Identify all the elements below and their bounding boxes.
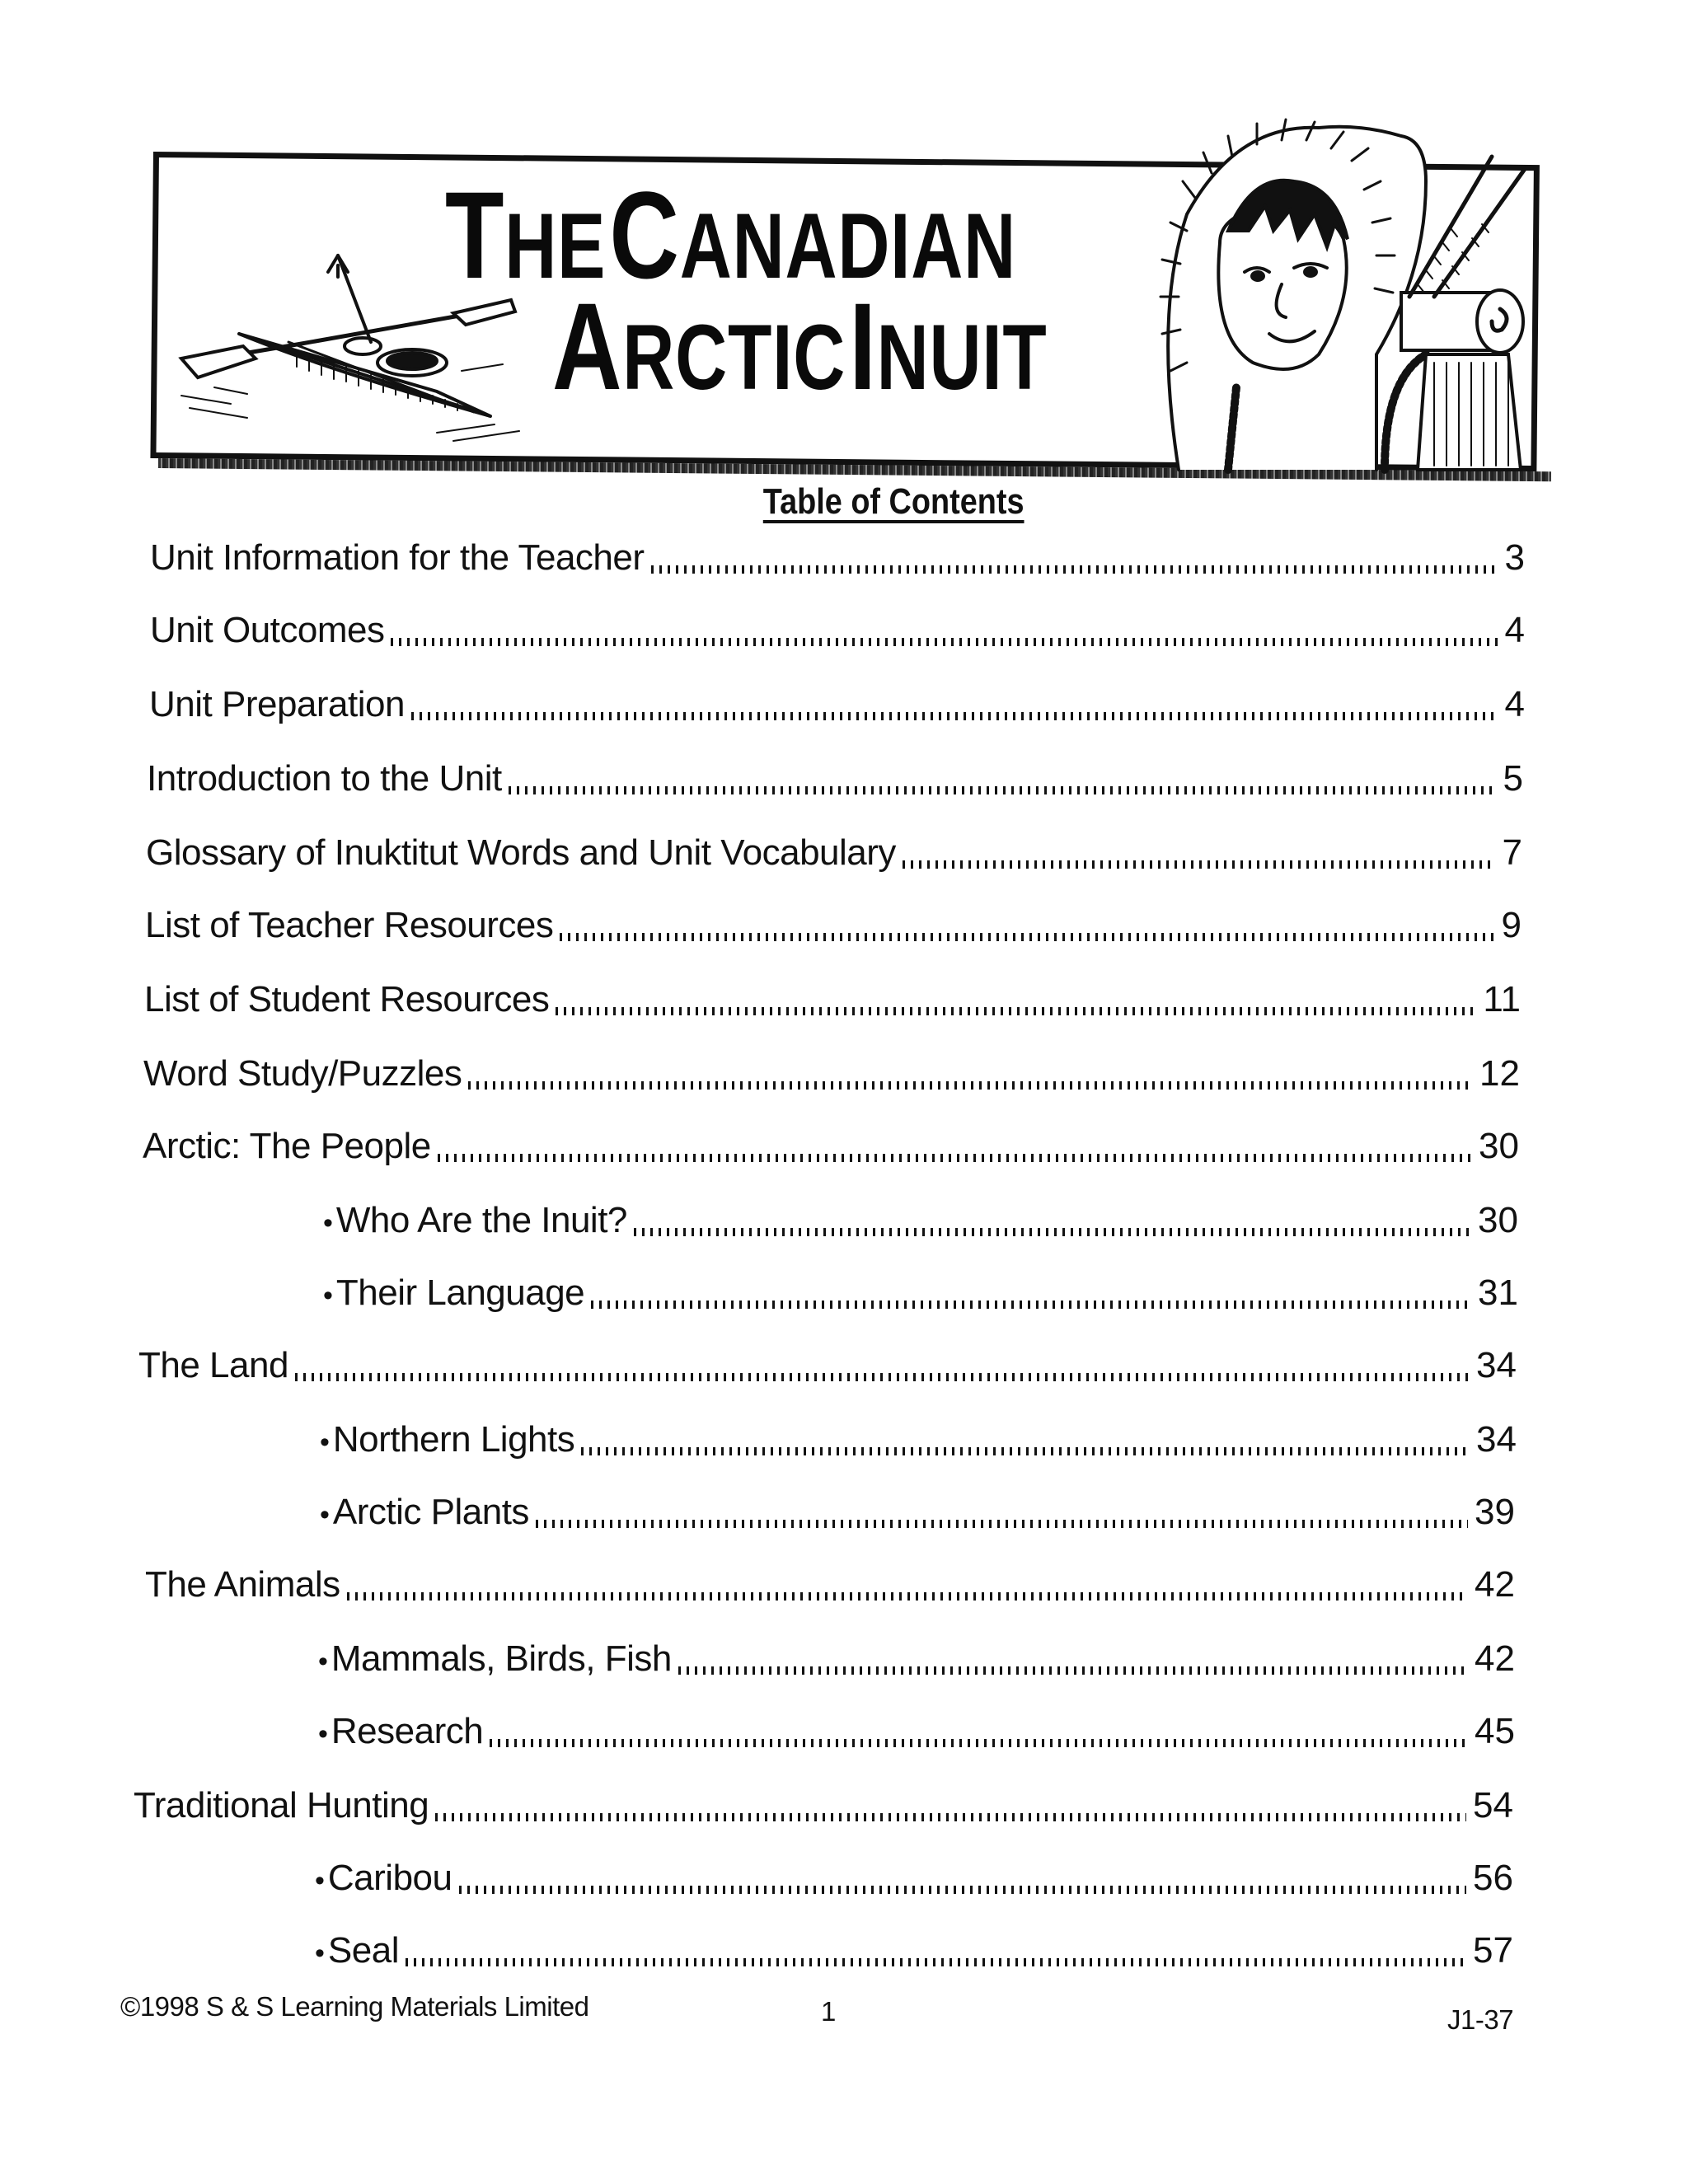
toc-entry[interactable]: Traditional Hunting 54	[134, 1785, 1513, 1825]
page-number-footer: 1	[821, 1996, 836, 2027]
toc-entry[interactable]: The Animals 42	[145, 1564, 1515, 1605]
dot-leader	[490, 1739, 1468, 1747]
page-number: 4	[1504, 684, 1525, 724]
toc-entry[interactable]: List of Teacher Resources 9	[145, 905, 1522, 945]
page-number: 11	[1483, 979, 1521, 1019]
dot-leader	[591, 1301, 1471, 1309]
toc-subentry[interactable]: • Their Language 31	[323, 1272, 1518, 1313]
page-number: 39	[1475, 1492, 1515, 1532]
dot-leader	[468, 1081, 1473, 1090]
kayak-illustration	[165, 247, 552, 445]
dot-leader	[435, 1813, 1466, 1821]
dot-leader	[678, 1666, 1468, 1675]
dot-leader	[536, 1520, 1468, 1528]
page-number: 57	[1473, 1930, 1513, 1971]
toc-entry[interactable]: Word Study/Puzzles 12	[143, 1053, 1520, 1094]
page-number: 4	[1504, 610, 1525, 650]
page-number: 42	[1475, 1564, 1515, 1605]
bullet-icon: •	[323, 1280, 333, 1311]
dot-leader	[634, 1228, 1471, 1236]
copyright-notice: ©1998 S & S Learning Materials Limited	[120, 1991, 589, 2022]
dot-leader	[581, 1447, 1470, 1455]
toc-subentry[interactable]: • Northern Lights 34	[320, 1419, 1517, 1460]
dot-leader	[560, 933, 1494, 941]
toc-subentry[interactable]: • Caribou 56	[315, 1858, 1513, 1898]
page-number: 31	[1478, 1272, 1518, 1313]
dot-leader	[556, 1007, 1476, 1015]
toc-subentry[interactable]: • Seal 57	[315, 1930, 1513, 1971]
toc-entry[interactable]: List of Student Resources 11	[144, 979, 1521, 1019]
dot-leader	[406, 1958, 1466, 1966]
page-number: 3	[1504, 537, 1525, 578]
toc-heading: Table of Contents	[762, 481, 1025, 522]
dot-leader	[347, 1592, 1468, 1601]
bullet-icon: •	[315, 1938, 325, 1969]
bullet-icon: •	[315, 1865, 325, 1896]
toc-entry[interactable]: The Land 34	[138, 1345, 1517, 1385]
page-number: 12	[1479, 1053, 1520, 1094]
page-number: 7	[1502, 832, 1522, 873]
page-number: 5	[1503, 758, 1523, 799]
page-number: 30	[1478, 1200, 1518, 1240]
page-number: 9	[1501, 905, 1522, 945]
toc-entry[interactable]: Unit Outcomes 4	[150, 610, 1525, 650]
page-number: 54	[1473, 1785, 1513, 1825]
toc-subentry[interactable]: • Arctic Plants 39	[320, 1492, 1515, 1532]
toc-entry[interactable]: Introduction to the Unit 5	[147, 758, 1523, 799]
dot-leader	[903, 860, 1496, 869]
page-number: 30	[1479, 1126, 1519, 1166]
toc-subentry[interactable]: • Research 45	[318, 1711, 1515, 1751]
dot-leader	[295, 1373, 1470, 1381]
page-number: 56	[1473, 1858, 1513, 1898]
page-number: 45	[1475, 1711, 1515, 1751]
dot-leader	[459, 1886, 1467, 1894]
title-line-2: ARCTIC INUIT	[552, 277, 1048, 415]
toc-entry[interactable]: Glossary of Inuktitut Words and Unit Vocabulary 7	[146, 832, 1522, 873]
bullet-icon: •	[320, 1427, 330, 1458]
dot-leader	[391, 638, 1498, 646]
dot-leader	[651, 565, 1498, 574]
bullet-icon: •	[323, 1207, 333, 1239]
bullet-icon: •	[318, 1646, 328, 1677]
toc-subentry[interactable]: • Who Are the Inuit? 30	[323, 1200, 1518, 1240]
inuit-child-illustration	[1129, 107, 1558, 478]
page-number: 42	[1475, 1638, 1515, 1679]
toc-entry[interactable]: Arctic: The People 30	[143, 1126, 1519, 1166]
product-code: J1-37	[1447, 2004, 1514, 2035]
page-number: 34	[1476, 1345, 1517, 1385]
dot-leader	[411, 712, 1498, 720]
toc-subentry[interactable]: • Mammals, Birds, Fish 42	[318, 1638, 1515, 1679]
dot-leader	[509, 786, 1497, 794]
toc-entry[interactable]: Unit Information for the Teacher 3	[150, 537, 1525, 578]
title-line-1: THE CANADIAN	[445, 166, 1016, 304]
bullet-icon: •	[320, 1499, 330, 1530]
bullet-icon: •	[318, 1718, 328, 1750]
dot-leader	[438, 1154, 1472, 1162]
page-number: 34	[1476, 1419, 1517, 1460]
toc-entry[interactable]: Unit Preparation 4	[149, 684, 1525, 724]
